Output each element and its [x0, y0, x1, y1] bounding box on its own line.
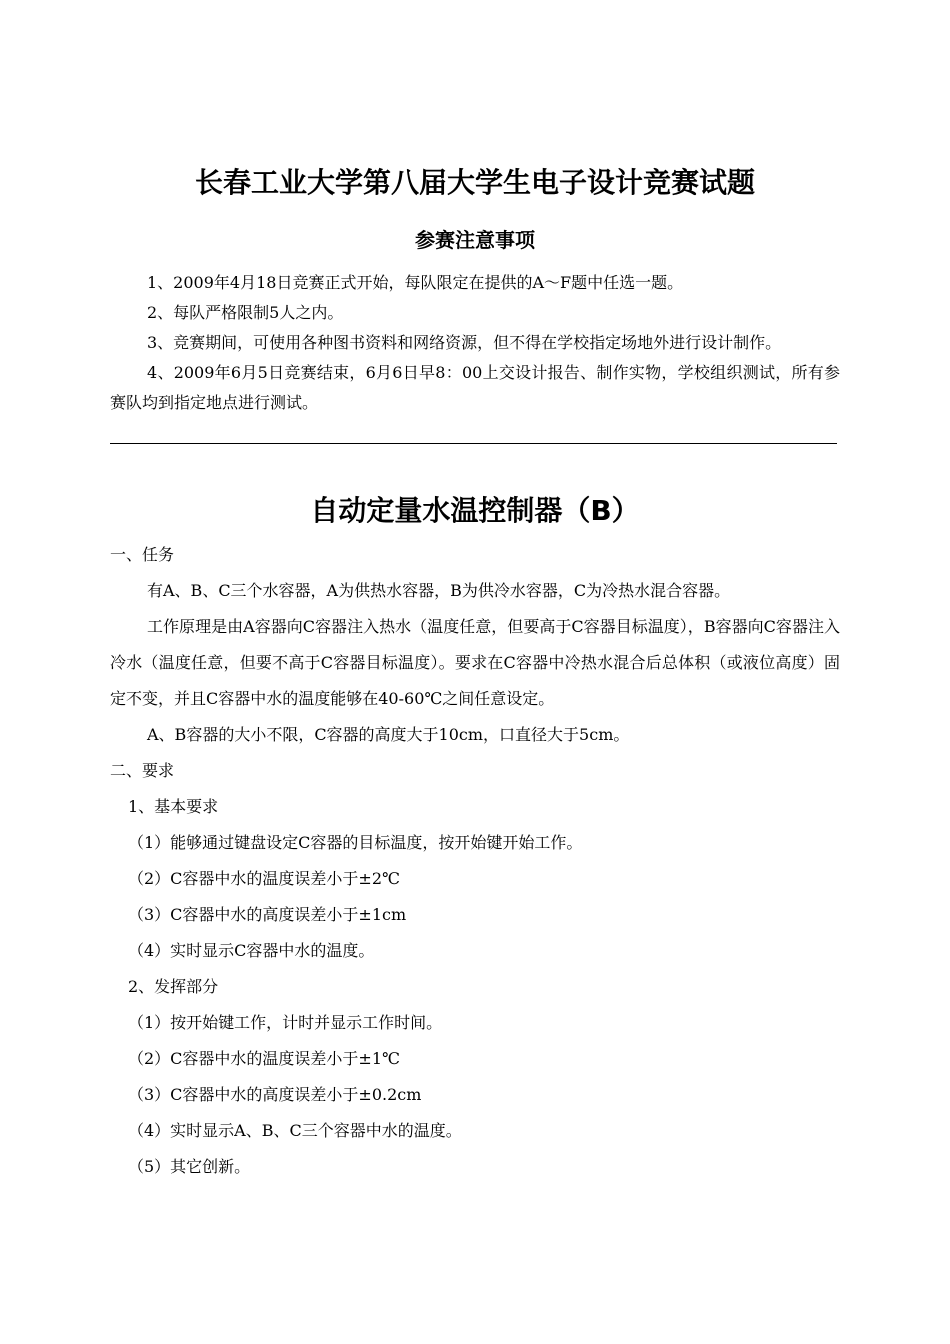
note-item: 3、竞赛期间，可使用各种图书资料和网络资源，但不得在学校指定场地外进行设计制作。	[147, 333, 782, 352]
task-title: 自动定量水温控制器（B）	[310, 494, 640, 527]
requirement-item: （3）C容器中水的高度误差小于±1cm	[128, 905, 407, 924]
task-paragraph: A、B容器的大小不限，C容器的高度大于10cm，口直径大于5cm。	[147, 725, 630, 744]
advanced-requirements-heading: 2、发挥部分	[128, 977, 219, 996]
note-item: 2、每队严格限制5人之内。	[147, 303, 344, 322]
requirement-item: （2）C容器中水的温度误差小于±2℃	[128, 869, 400, 888]
advanced-item: （1）按开始键工作，计时并显示工作时间。	[128, 1013, 443, 1032]
task-paragraph: 工作原理是由A容器向C容器注入热水（温度任意，但要高于C容器目标温度），B容器向C容器注入冷水（温度任意，但要不高于C容器目标温度）。要求在C容器中冷热水混合后总体积（或液位高度）固定不变，并且C容器中水的温度能够在40-60℃之间任意设定。	[110, 617, 840, 708]
advanced-item: （2）C容器中水的温度误差小于±1℃	[128, 1049, 400, 1068]
notes-section	[110, 268, 840, 418]
advanced-item: （4）实时显示A、B、C三个容器中水的温度。	[128, 1121, 462, 1140]
basic-requirements-heading: 1、基本要求	[128, 797, 219, 816]
advanced-item: （3）C容器中水的高度误差小于±0.2cm	[128, 1085, 422, 1104]
notes-heading: 参赛注意事项	[415, 228, 535, 252]
task-body	[110, 537, 840, 1185]
requirement-item: （4）实时显示C容器中水的温度。	[128, 941, 375, 960]
advanced-item: （5）其它创新。	[128, 1157, 251, 1176]
section-heading-task: 一、任务	[110, 545, 175, 564]
requirement-item: （1）能够通过键盘设定C容器的目标温度，按开始键开始工作。	[128, 833, 583, 852]
divider-line	[110, 443, 837, 444]
page-title: 长春工业大学第八届大学生电子设计竞赛试题	[194, 166, 755, 199]
task-paragraph: 有A、B、C三个水容器，A为供热水容器，B为供冷水容器，C为冷热水混合容器。	[147, 581, 731, 600]
note-item: 1、2009年4月18日竞赛正式开始，每队限定在提供的A～F题中任选一题。	[147, 273, 684, 292]
section-heading-requirements: 二、要求	[110, 761, 175, 780]
note-item: 4、2009年6月5日竞赛结束，6月6日早8：00上交设计报告、制作实物，学校组织测试，所有参赛队均到指定地点进行测试。	[110, 363, 840, 412]
